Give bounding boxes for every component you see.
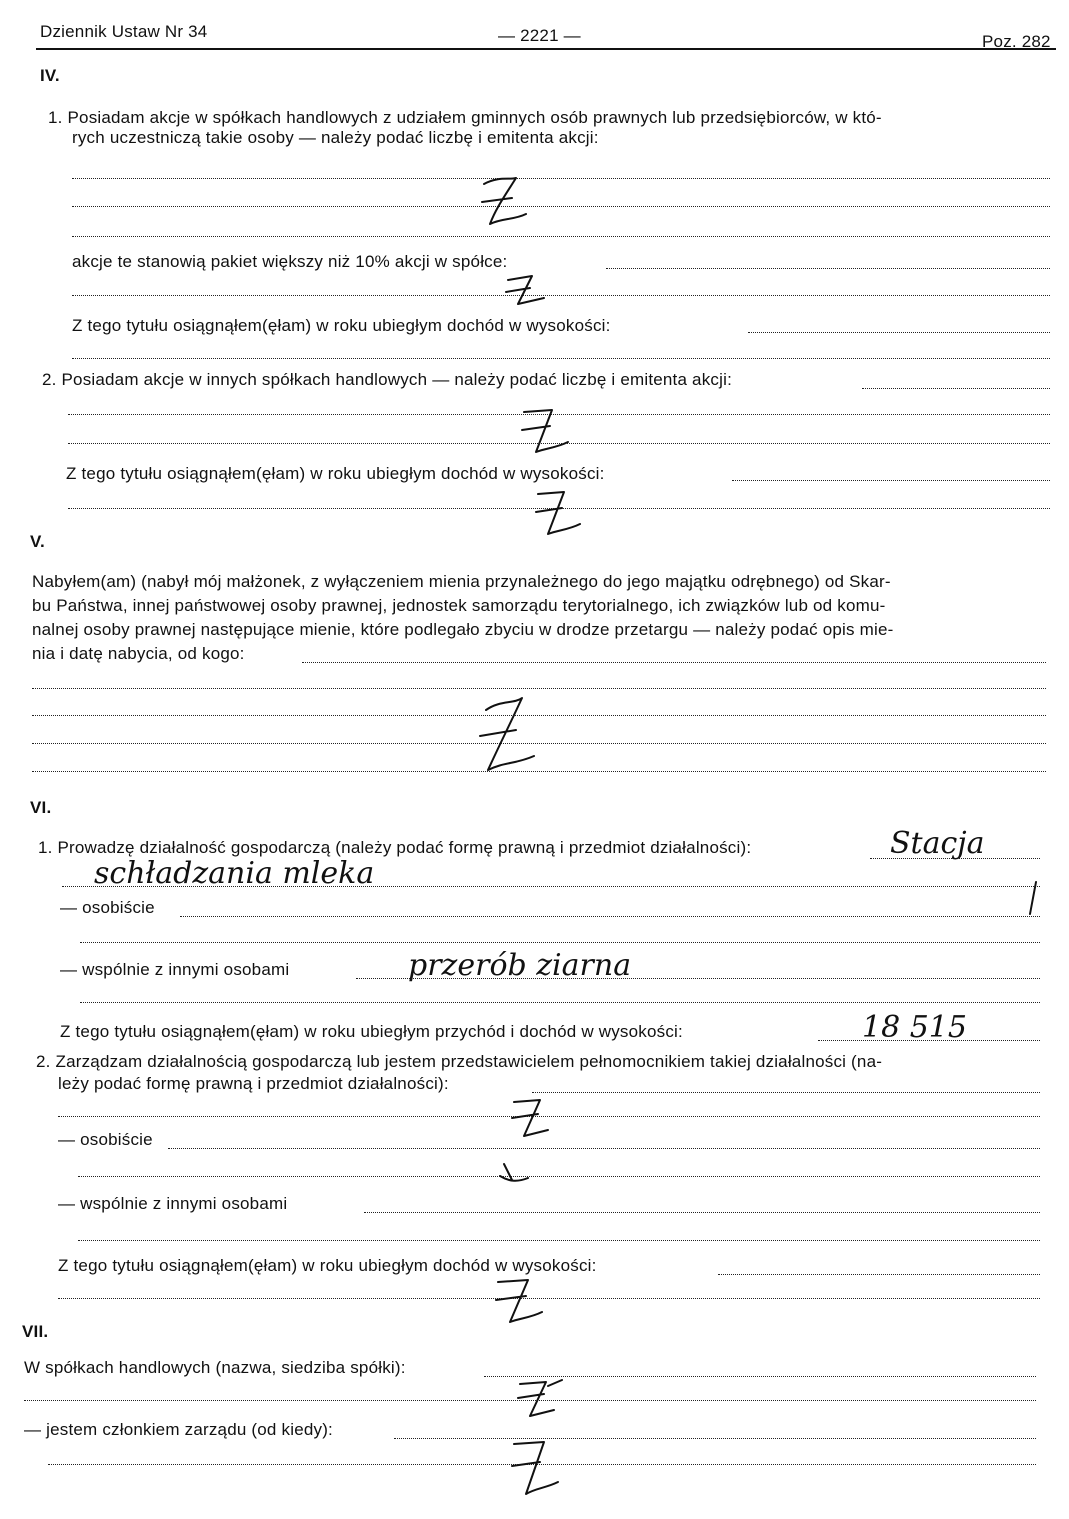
section-vii-title: VII. (22, 1322, 49, 1341)
handwritten-z-mark (490, 1274, 550, 1330)
fill-line[interactable] (80, 1002, 1040, 1003)
sec5-line2: bu Państwa, innej państwowej osoby prawnej, jednostek samorządu terytorialnego, ich związków lub od komu- (32, 596, 886, 615)
sec4-item2-dochod-label: Z tego tytułu osiągnąłem(ęłam) w roku ubiegłym dochód w wysokości: (66, 464, 605, 483)
fill-line[interactable] (168, 1148, 1040, 1149)
sec6-item2-line1: 2. Zarządzam działalnością gospodarczą lub jestem przedstawicielem pełnomocnikiem takiej działalności (na- (36, 1052, 883, 1071)
sec5-line1: Nabyłem(am) (nabył mój małżonek, z wyłączeniem mienia przynależnego do jego majątku odrębnego) od Skar- (32, 572, 891, 591)
section-vi-title: VI. (30, 798, 52, 817)
sec6-wspolnie-label: — wspólnie z innymi osobami (60, 960, 290, 979)
fill-line[interactable] (72, 358, 1050, 359)
fill-line[interactable] (748, 332, 1050, 333)
fill-line[interactable] (718, 1274, 1040, 1275)
fill-line[interactable] (606, 268, 1050, 269)
fill-line[interactable] (532, 1092, 1040, 1093)
fill-line[interactable] (80, 942, 1040, 943)
header-position: Poz. 282 (982, 32, 1051, 51)
fill-line[interactable] (394, 1438, 1036, 1439)
handwritten-przerob: przerób ziarna (408, 948, 632, 983)
handwritten-schladzania: schładzania mleka (94, 856, 375, 891)
handwritten-z-mark (512, 1376, 572, 1426)
fill-line[interactable] (364, 1212, 1040, 1213)
sec4-item2-line1: 2. Posiadam akcje w innych spółkach handlowych — należy podać liczbę i emitenta akcji: (42, 370, 732, 389)
sec6-item2-line2: leży podać formę prawną i przedmiot działalności): (58, 1074, 449, 1093)
sec4-dochod-label: Z tego tytułu osiągnąłem(ęłam) w roku ubiegłym dochód w wysokości: (72, 316, 611, 335)
sec6-item1-line1: 1. Prowadzę działalność gospodarczą (należy podać formę prawną i przedmiot działalności): (38, 838, 752, 857)
handwritten-z-mark (506, 1434, 566, 1504)
sec6-item2-dochod-label: Z tego tytułu osiągnąłem(ęłam) w roku ubiegłym dochód w wysokości: (58, 1256, 597, 1275)
sec6-item2-wspolnie-label: — wspólnie z innymi osobami (58, 1194, 288, 1213)
header-rule (36, 48, 1056, 50)
handwritten-z-mark (516, 402, 576, 462)
sec5-line4: nia i datę nabycia, od kogo: (32, 644, 245, 663)
header-journal: Dziennik Ustaw Nr 34 (40, 22, 208, 41)
header-page-number: — 2221 — (498, 26, 581, 45)
fill-line[interactable] (732, 480, 1050, 481)
sec6-osobiscie-label: — osobiście (60, 898, 155, 917)
fill-line[interactable] (72, 236, 1050, 237)
fill-line[interactable] (862, 388, 1050, 389)
sec7-zarzad-label: — jestem członkiem zarządu (od kiedy): (24, 1420, 333, 1439)
fill-line[interactable] (72, 295, 1050, 296)
section-v-title: V. (30, 532, 45, 551)
section-iv-title: IV. (40, 66, 60, 85)
handwritten-z-mark (470, 690, 550, 780)
handwritten-slash-mark (494, 1160, 534, 1190)
handwritten-z-mark (530, 484, 590, 544)
sec4-pakiet-label: akcje te stanowią pakiet większy niż 10% akcji w spółce: (72, 252, 508, 271)
sec5-line3: nalnej osoby prawnej następujące mienie, które podlegało zbyciu w drodze przetargu — należy podać opis mie- (32, 620, 894, 639)
handwritten-z-mark (508, 1094, 558, 1144)
handwritten-z-mark (476, 172, 536, 232)
handwritten-z-mark (502, 270, 552, 310)
fill-line[interactable] (32, 688, 1046, 689)
handwritten-amount: 18 515 (862, 1010, 967, 1045)
sec4-item1-line2: rych uczestniczą takie osoby — należy podać liczbę i emitenta akcji: (72, 128, 599, 147)
fill-line[interactable] (72, 178, 1050, 179)
fill-line[interactable] (78, 1176, 1040, 1177)
fill-line[interactable] (72, 206, 1050, 207)
handwritten-stacja: Stacja (890, 826, 985, 861)
fill-line[interactable] (302, 662, 1046, 663)
sec4-item1-line1: 1. Posiadam akcje w spółkach handlowych z udziałem gminnych osób prawnych lub przedsiębiorców, w któ- (48, 108, 882, 127)
fill-line[interactable] (180, 916, 1040, 917)
sec6-dochod-label: Z tego tytułu osiągnąłem(ęłam) w roku ubiegłym przychód i dochód w wysokości: (60, 1022, 683, 1041)
sec6-item2-osobiscie-label: — osobiście (58, 1130, 153, 1149)
fill-line[interactable] (78, 1240, 1040, 1241)
handwritten-stroke-mark (1024, 878, 1044, 918)
sec7-line1: W spółkach handlowych (nazwa, siedziba spółki): (24, 1358, 406, 1377)
